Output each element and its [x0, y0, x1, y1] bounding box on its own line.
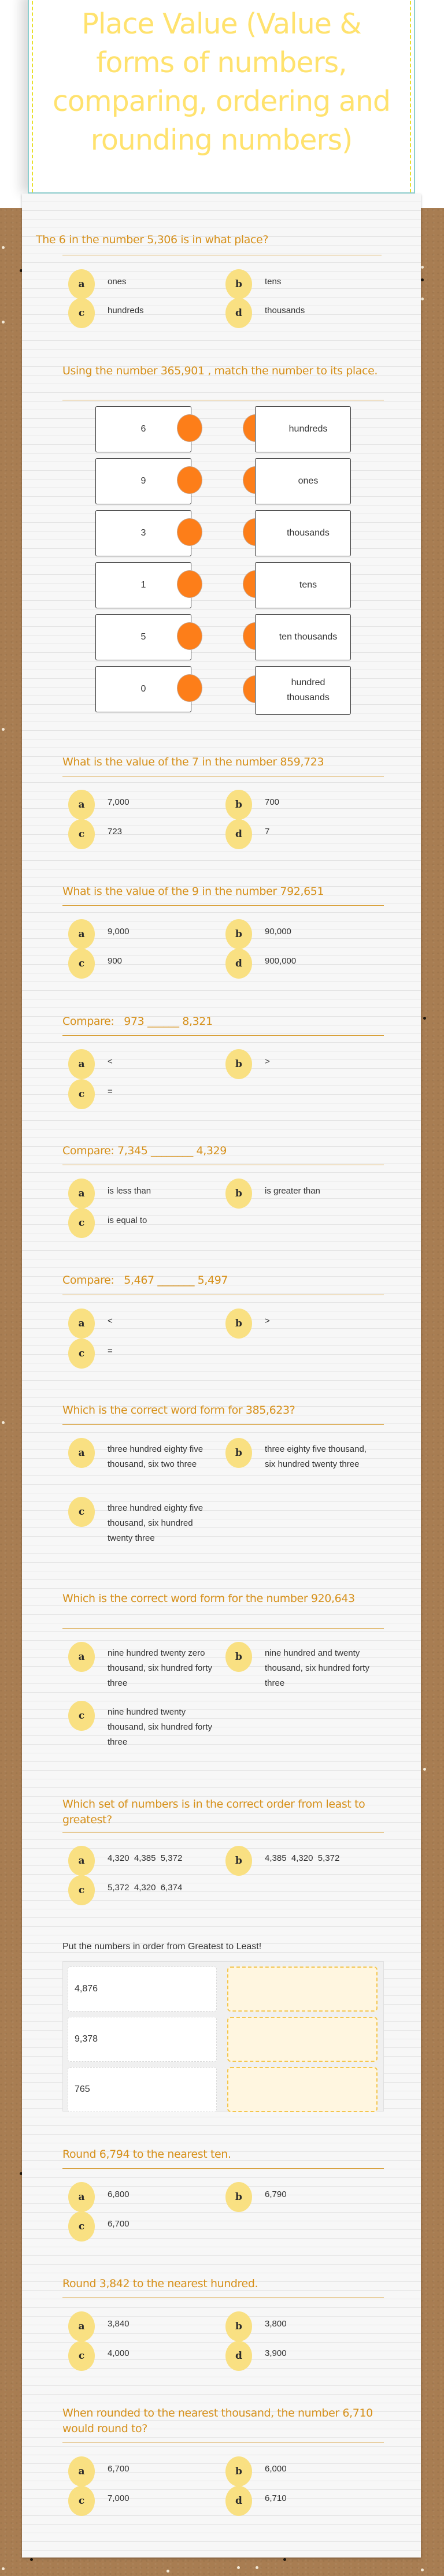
answer-option-b[interactable] [225, 1187, 380, 1209]
question-title: Compare: 7,345 ________ 4,329 [62, 1144, 227, 1157]
answer-option-b[interactable] [225, 2319, 380, 2341]
match-right-item[interactable]: hundreds [255, 406, 351, 452]
pin-icon [423, 1768, 426, 1771]
option-letter-badge: a [68, 919, 95, 949]
question-title: Put the numbers in order from Greatest to Least! [62, 1942, 262, 1951]
question-title: What is the value of the 9 in the number 792,651 [62, 885, 324, 898]
match-right-item[interactable]: ten thousands [255, 614, 351, 660]
option-text: 90,000 [265, 927, 291, 936]
answer-option-a[interactable] [68, 927, 223, 949]
answer-option-b[interactable] [225, 2465, 380, 2486]
option-text: 4,320 4,385 5,372 [108, 1853, 183, 1863]
answer-option-c[interactable] [68, 1216, 223, 1238]
answer-option-b[interactable] [225, 1317, 380, 1339]
answer-option-a[interactable] [68, 2190, 223, 2212]
option-text: 900,000 [265, 956, 297, 966]
answer-option-c[interactable] [68, 2220, 223, 2242]
question-title: Which is the correct word form for 385,623? [62, 1404, 295, 1417]
option-letter-badge: a [68, 790, 95, 820]
option-letter-badge: c [68, 2211, 95, 2242]
match-left-item[interactable]: 3 [95, 510, 191, 556]
option-letter-badge: c [68, 1079, 95, 1109]
pin-icon [2, 1421, 5, 1424]
option-letter-badge: b [225, 790, 252, 820]
question-title: Using the number 365,901 , match the number to its place. [62, 365, 378, 377]
option-letter-badge: b [225, 1309, 252, 1339]
answer-option-c[interactable] [68, 1347, 223, 1369]
pin-icon [256, 2566, 258, 2569]
pin-icon [166, 2570, 169, 2573]
match-connector-dot[interactable] [177, 622, 202, 650]
answer-option-d[interactable] [225, 2494, 380, 2516]
question-divider [62, 1424, 384, 1425]
question-title: When rounded to the nearest thousand, the number 6,710 would round to? [62, 2407, 373, 2435]
option-text: ones [108, 277, 127, 287]
match-right-item[interactable]: thousands [255, 510, 351, 556]
match-left-item[interactable]: 5 [95, 614, 191, 660]
option-text: 6,800 [108, 2190, 130, 2199]
option-letter-badge: a [68, 2182, 95, 2212]
option-letter-badge: c [68, 2341, 95, 2371]
option-letter-badge: b [225, 919, 252, 949]
answer-option-c[interactable] [68, 2349, 223, 2371]
answer-option-a[interactable] [68, 1057, 223, 1079]
question-title: Compare: 5,467 _______ 5,497 [62, 1274, 228, 1287]
option-letter-badge: b [225, 1438, 252, 1468]
question-title: Which set of numbers is in the correct order from least to greatest? [62, 1798, 365, 1826]
answer-option-c[interactable] [68, 306, 223, 328]
match-connector-dot[interactable] [177, 570, 202, 598]
question-title: Which is the correct word form for the number 920,643 [62, 1592, 355, 1605]
pin-icon [2, 728, 5, 731]
option-text: is equal to [108, 1215, 147, 1225]
pin-icon [2, 2567, 5, 2570]
option-text: > [265, 1316, 270, 1326]
drop-slot[interactable] [227, 2017, 378, 2062]
option-text: three hundred eighty five thousand, six hundred twenty three [108, 1503, 204, 1543]
option-text: is less than [108, 1186, 151, 1196]
pin-icon [421, 266, 424, 269]
match-right-item[interactable]: hundred thousands [255, 666, 351, 715]
option-text: 6,710 [265, 2493, 287, 2503]
pin-icon [421, 278, 424, 281]
option-text: 9,000 [108, 927, 130, 936]
answer-option-c[interactable] [68, 1709, 217, 1750]
answer-option-c[interactable] [68, 1087, 223, 1109]
answer-option-b[interactable] [225, 1650, 375, 1691]
option-text: 6,700 [108, 2219, 130, 2229]
answer-option-c[interactable] [68, 2494, 223, 2516]
answer-option-c[interactable] [68, 957, 223, 979]
option-letter-badge: a [68, 1642, 95, 1672]
option-letter-badge: b [225, 2182, 252, 2212]
question-divider [62, 1035, 384, 1036]
option-text: three eighty five thousand, six hundred twenty three [265, 1444, 367, 1469]
option-text: < [108, 1316, 113, 1326]
answer-option-b[interactable] [225, 1854, 380, 1876]
option-letter-badge: b [225, 269, 252, 299]
question-title: Round 6,794 to the nearest ten. [62, 2148, 231, 2161]
pin-icon [30, 2558, 33, 2561]
match-connector-dot[interactable] [177, 518, 202, 546]
option-letter-badge: c [68, 949, 95, 979]
option-text: 700 [265, 797, 280, 807]
pin-icon [283, 2558, 286, 2561]
pin-icon [421, 2568, 424, 2571]
option-letter-badge: c [68, 1339, 95, 1369]
option-letter-badge: a [68, 2456, 95, 2486]
draggable-number[interactable]: 765 [68, 2067, 217, 2112]
option-letter-badge: c [68, 298, 95, 328]
option-text: nine hundred twenty thousand, six hundred forty three [108, 1707, 212, 1747]
answer-option-c[interactable] [68, 1883, 223, 1905]
option-text: 6,700 [108, 2464, 130, 2474]
option-text: 4,000 [108, 2348, 130, 2358]
option-letter-badge: a [68, 2311, 95, 2341]
question-title: The 6 in the number 5,306 is in what place? [36, 233, 269, 246]
answer-option-a[interactable] [68, 1317, 223, 1339]
option-letter-badge: b [225, 2456, 252, 2486]
option-letter-badge: a [68, 1049, 95, 1079]
option-text: 3,800 [265, 2319, 287, 2329]
option-text: = [108, 1346, 113, 1356]
option-text: three hundred eighty five thousand, six two three [108, 1444, 204, 1469]
pin-icon [237, 2566, 240, 2569]
draggable-number[interactable]: 4,876 [68, 1967, 217, 2012]
option-text: 3,900 [265, 2348, 287, 2358]
answer-option-a[interactable] [68, 798, 223, 820]
title-card [28, 0, 415, 194]
option-text: = [108, 1087, 113, 1096]
answer-option-b[interactable] [225, 927, 380, 949]
match-connector-dot[interactable] [177, 414, 202, 442]
answer-option-d[interactable] [225, 2349, 380, 2371]
option-letter-badge: d [225, 2486, 252, 2516]
option-letter-badge: c [68, 1208, 95, 1238]
option-letter-badge: d [225, 949, 252, 979]
option-text: 6,790 [265, 2190, 287, 2199]
option-text: 7,000 [108, 797, 130, 807]
question-title: Round 3,842 to the nearest hundred. [62, 2277, 258, 2290]
match-left-item[interactable]: 6 [95, 406, 191, 452]
option-letter-badge: a [68, 1846, 95, 1876]
drop-slot[interactable] [227, 1967, 378, 2012]
match-right-item[interactable]: ones [255, 458, 351, 504]
option-letter-badge: a [68, 1179, 95, 1209]
answer-option-a[interactable] [68, 1854, 223, 1876]
answer-option-b[interactable] [225, 798, 380, 820]
answer-option-a[interactable] [68, 2319, 223, 2341]
answer-option-b[interactable] [225, 2190, 380, 2212]
option-text: 3,840 [108, 2319, 130, 2329]
option-letter-badge: a [68, 269, 95, 299]
option-text: thousands [265, 306, 305, 315]
match-connector-dot[interactable] [177, 674, 202, 702]
match-left-item[interactable]: 9 [95, 458, 191, 504]
option-text: < [108, 1057, 113, 1066]
option-text: tens [265, 277, 282, 287]
answer-option-a[interactable] [68, 2465, 223, 2486]
question-title: What is the value of the 7 in the number 859,723 [62, 756, 324, 768]
option-letter-badge: d [225, 298, 252, 328]
drop-slot[interactable] [227, 2067, 378, 2112]
option-letter-badge: b [225, 1846, 252, 1876]
match-left-item[interactable]: 0 [95, 666, 191, 712]
answer-option-b[interactable] [225, 277, 380, 299]
option-text: > [265, 1057, 270, 1066]
answer-option-a[interactable] [68, 277, 223, 299]
draggable-number[interactable]: 9,378 [68, 2017, 217, 2062]
option-letter-badge: c [68, 1497, 95, 1527]
answer-option-a[interactable] [68, 1187, 223, 1209]
match-left-item[interactable]: 1 [95, 562, 191, 608]
answer-option-b[interactable] [225, 1057, 380, 1079]
answer-option-d[interactable] [225, 306, 380, 328]
answer-option-a[interactable] [68, 1446, 217, 1472]
option-text: nine hundred and twenty thousand, six hundred forty three [265, 1648, 369, 1688]
option-letter-badge: a [68, 1309, 95, 1339]
answer-option-c[interactable] [68, 1505, 217, 1546]
option-text: hundreds [108, 306, 144, 315]
question-divider [62, 905, 384, 906]
option-letter-badge: b [225, 2311, 252, 2341]
answer-option-b[interactable] [225, 1446, 375, 1472]
answer-option-a[interactable] [68, 1650, 217, 1691]
option-letter-badge: c [68, 1875, 95, 1905]
option-letter-badge: d [225, 819, 252, 849]
question-divider [62, 1628, 384, 1629]
option-letter-badge: c [68, 2486, 95, 2516]
option-text: 7 [265, 827, 270, 837]
option-letter-badge: c [68, 819, 95, 849]
question-divider [62, 2168, 384, 2169]
option-text: 4,385 4,320 5,372 [265, 1853, 340, 1863]
option-letter-badge: a [68, 1438, 95, 1468]
pin-icon [2, 321, 5, 324]
worksheet-title: Place Value (Value & forms of numbers, comparing, ordering and rounding numbers) [52, 8, 391, 157]
answer-option-c[interactable] [68, 827, 223, 849]
pin-icon [2, 246, 5, 249]
option-text: 723 [108, 827, 123, 837]
option-letter-badge: b [225, 1049, 252, 1079]
option-letter-badge: b [225, 1642, 252, 1672]
match-connector-dot[interactable] [177, 466, 202, 494]
question-title: Compare: 973 ______ 8,321 [62, 1015, 213, 1028]
answer-option-d[interactable] [225, 827, 380, 849]
option-text: 900 [108, 956, 123, 966]
option-text: 5,372 4,320 6,374 [108, 1883, 183, 1893]
answer-option-d[interactable] [225, 957, 380, 979]
option-text: nine hundred twenty zero thousand, six hundred forty three [108, 1648, 212, 1688]
pin-icon [421, 298, 424, 300]
option-letter-badge: d [225, 2341, 252, 2371]
option-letter-badge: c [68, 1701, 95, 1731]
option-letter-badge: b [225, 1179, 252, 1209]
option-text: 6,000 [265, 2464, 287, 2474]
option-text: is greater than [265, 1186, 320, 1196]
option-text: 7,000 [108, 2493, 130, 2503]
match-right-item[interactable]: tens [255, 562, 351, 608]
